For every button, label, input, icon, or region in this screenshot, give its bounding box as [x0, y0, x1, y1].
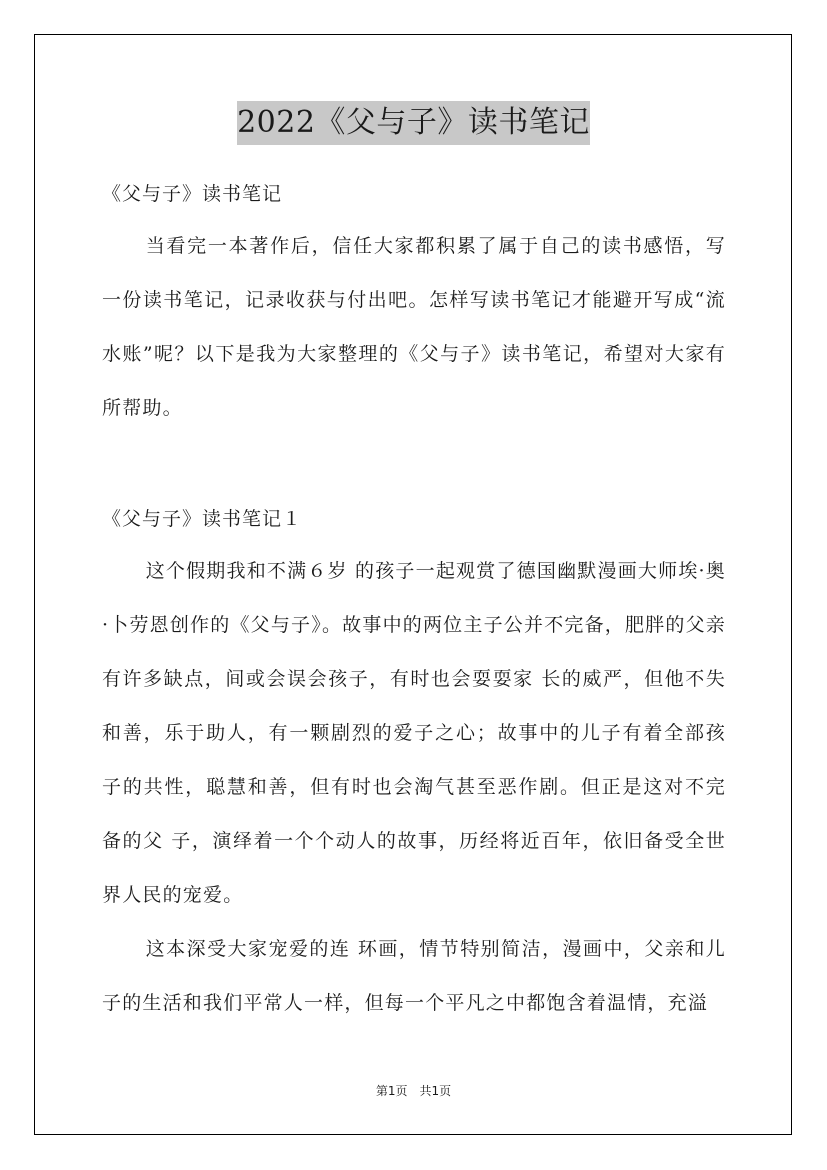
document-title: 2022《父与子》读书笔记 — [237, 101, 590, 145]
intro-heading: 《父与子》读书笔记 — [102, 183, 283, 205]
title-container — [0, 101, 827, 145]
note1-paragraph-2: 这本深受大家宠爱的连 环画，情节特别简洁，漫画中，父亲和儿子的生活和我们平常人一样，但每一个平凡之中都饱含着温情，充溢 — [102, 938, 726, 1014]
note1-section — [102, 544, 726, 1030]
page-footer: 第1页 共1页 — [375, 1084, 452, 1098]
note1-paragraph-1: 这个假期我和不满６岁 的孩子一起观赏了德国幽默漫画大师埃·奥·卜劳恩创作的《父与子》。故事中的两位主子公并不完备，肥胖的父亲有许多缺点，间或会误会孩子，有时也会耍耍家 长的威严，但他不失和善，乐于助人，有一颗剧烈的爱子之心；故事中的儿子有着全部孩子的共性，聪慧和善，但有时也会淘气甚至恶作剧。但正是这对不完备的父 子，演绎着一个个动人的故事，历经将近百年，依旧备受全世界人民的宠爱。 — [102, 560, 726, 906]
note1-heading: 《父与子》读书笔记１ — [102, 508, 303, 530]
intro-section — [102, 219, 726, 435]
intro-paragraph: 当看完一本著作后，信任大家都积累了属于自己的读书感悟，写一份读书笔记，记录收获与付出吧。怎样写读书笔记才能避开写成“流水账”呢？以下是我为大家整理的《父与子》读书笔记，希望对大家有所帮助。 — [102, 235, 726, 419]
